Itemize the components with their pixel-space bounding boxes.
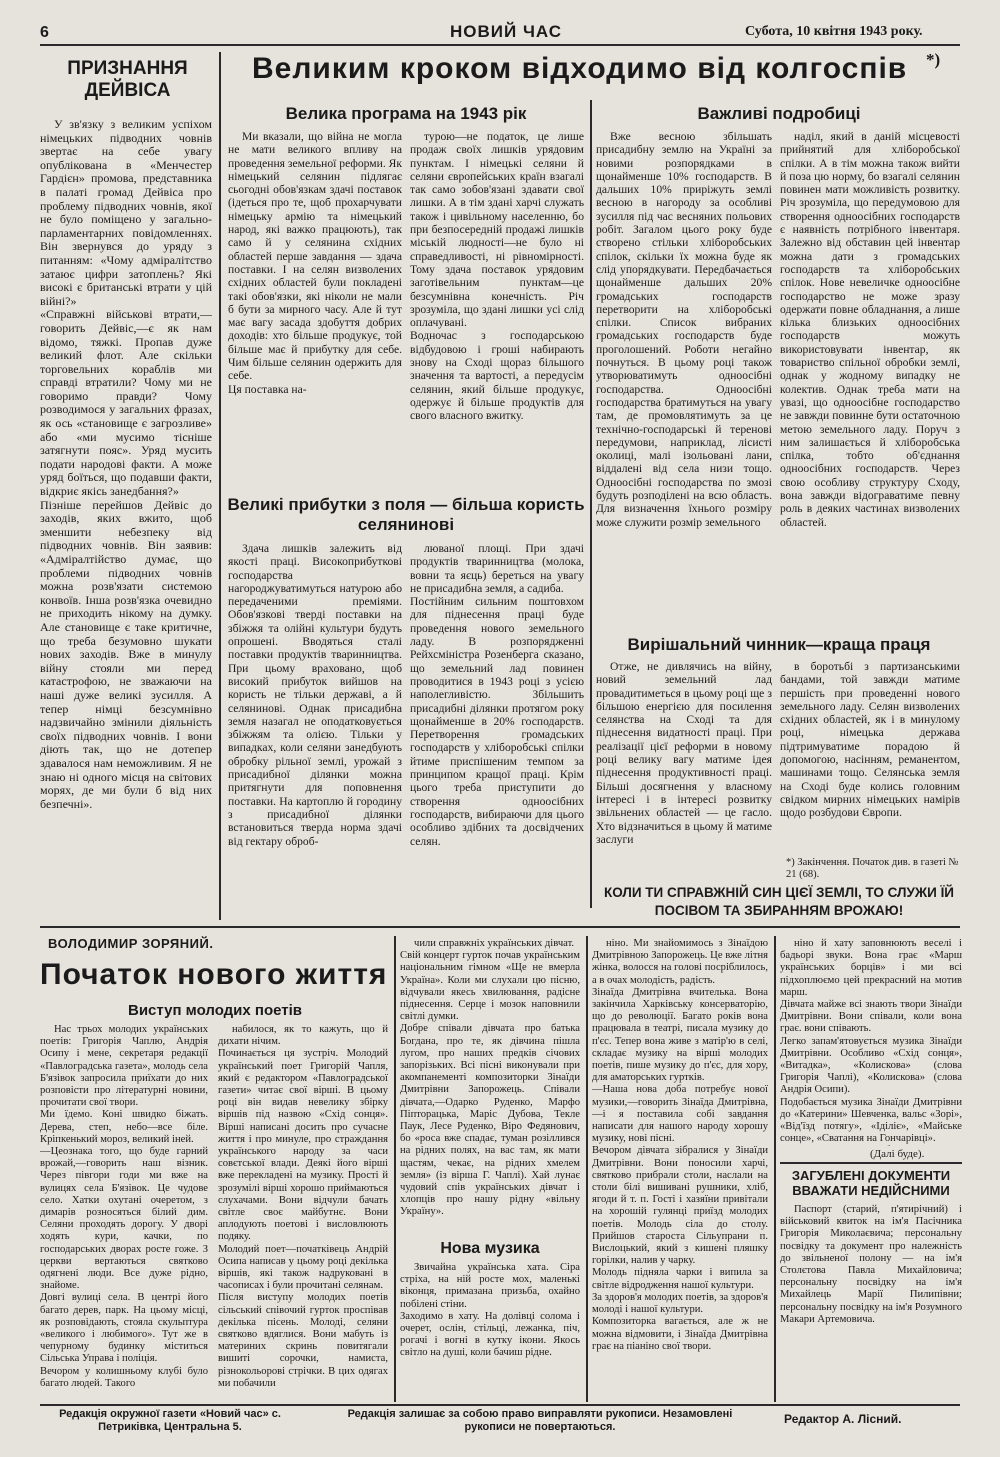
- column-divider: [219, 52, 221, 920]
- column-divider: [394, 936, 396, 1402]
- lower-col1: Нас трьох молодих українських поетів: Григорія Чаплю, Андрія Осипу і мене, секретаря редакції «Павлоградська газета», молодь села Б'язівок запросила приїхати до них розповісти про літературні новини, прочитати свої твори. Ми їдемо. Коні швидко біжать. Дерева, степ, небо—все біле. Кріпкенький мороз, великий іней. —Цеознака того, що буде гарний врожай,—говорить наш візник. Через півгори годи ми вже на вулицях села Б'язівок. Це чудове село. Хатки охутані очеретом, з димарів розносяться білий дим. Селяни проходять дорогу. У дворі ходять кури, качки, по господарських дворах росте гоже. З церкви вертаються святково одягнені люди. Все дуже рідно, знайоме. Довгі вулиці села. В центрі його багато дерев, парк. На цьому місці, як розповідають, стояла скульптура «великого і любимого». Тут же в чепурному будинку міститься Сільська Управа і поліція. Вечором у колишньому клубі було багато людей. Такого: [40, 1024, 208, 1389]
- section-rule: [40, 926, 960, 928]
- paper-name: НОВИЙ ЧАС: [450, 22, 563, 41]
- masthead: [40, 20, 965, 44]
- footnote: *) Закінчення. Початок див. в газеті № 21 (68).: [786, 857, 959, 880]
- page-number: 6: [40, 24, 49, 41]
- masthead-rule: [40, 44, 960, 46]
- section-rule: [780, 1162, 962, 1164]
- column-divider: [586, 936, 588, 1402]
- col-cd-subheading: Вирішальний чинник—краща праця: [627, 635, 931, 654]
- col-d3-text: в боротьбі з партизанськими бандами, той завжди матиме першість при проведенні нового земельного ладу. Селян визволених східних областей, як і в минулому році, німецька держава підтримуватиме порадою й допомогою, насінням, реманентом, машинами тощо. Селянська земля на Сході буде колись головним свідком мирних німецьких намірів щодо розбудови Європи.: [780, 660, 960, 820]
- col-a-heading: Велика програма на 1943 рік: [285, 104, 527, 123]
- lower-col3b: Звичайна українська хата. Сіра стріха, на ній росте мох, маленькі віконця, примазана призьба, охайно побілені стіни. Заходимо в хату. На долівці солома і очерет, ослін, стільці, лежанка, піч, рогачі і вогні в кутку ікони. Якось світло на душі, коли бачиш рідне.: [400, 1262, 580, 1359]
- main-headline-box: [224, 52, 964, 100]
- footer-middle: Редакція залишає за собою право виправляти рукописи. Незамовлені рукописи не повертаються.: [347, 1408, 733, 1433]
- lower-title: Початок нового життя: [40, 958, 388, 991]
- lower-col5: ніно й хату заповнюють веселі і бадьорі звуки. Вона грає «Марш українських борців» і ми всі підхоплюємо цей прекрасний на мотив марш. Дівчата майже всі знають твори Зінаїди Дмитрівни. Вони співали, коли вона грає. вони співають. Легко запам'ятовується музика Зінаїди Дмитрівни. Особливо «Схід сонця», «Витадка», «Колискова» (слова Григорія Чаплі), «Колискова» (слова Андрія Осипи). Подобається музика Зінаїди Дмитрівни до «Катерини» Шевченка, вальс «Зорі», «Від'їзд потягу», «Іділіє», «Майське сонце», «Сватання на Гончарівці».: [780, 938, 962, 1145]
- column-divider: [774, 936, 776, 1402]
- lower-col2: набилося, як то кажуть, що й дихати нічим. Починається ця зустріч. Молодий український поет Григорій Чапля, який є редактором «Павлоградської газети» читає свої вірші. В цьому році він видав невелику збірку віршів під назвою «Схід сонця». Вірші написані досить про сучасне життя і про минуле, про страждання українського народу за часи совєтської влади. Деякі його вірші вже перекладені на музику. Прості й зрозумілі вірші хорошо приймаються слухачами. Вони відчули бачать світле своє майбутнє. Вони аплодують поетові і висловлюють подяку. Молодий поет—початківець Андрій Осипа написав у цьому році декілька віршів, які також надруковані в часописах і були прочитані селянам. Після виступу молодих поетів сільський співочий гурток проспівав декілька пісень. Молоді, селяни святково вдяглися. Вони мабуть із материних скринь повитягали вишиті сорочки, намиста, різнокольорові стрічки. В цих одягах ми побачили: [218, 1024, 388, 1389]
- col-b-text: турою—не податок, це лише продаж своїх лишків урядовим пунктам. І німецькі селяни й селяни європейських країн взагалі так само зобов'язані здавати свої лишки. А в тім здані харчі служать також і цивільному населенню, бо при безпосередній продажі лишків міській людності—не було ні справедливості, ні рівномірності. Тому здача поставок урядовим заготівельним пунктам—це безсумнівна конечність. Річ зрозуміла, що здані лишки усі слід оплачувані. Водночас з господарською відбудовою і гроші набирають знову на Сході щораз більшого значення та вартості, а передусім селянин, який більше продукує, одержує й більше продуктів для свого власного вжитку.: [410, 130, 584, 423]
- main-footnote-mark: *): [926, 50, 941, 69]
- column-divider: [590, 100, 592, 908]
- col-d-text: наділ, який в даній місцевості прийнятий для хліборобської спілки. А в тім можна також вийти й поза цю норму, бо взагалі селянин повинен мати можливість розвитку. Річ зрозуміла, що передумовою для створення одноосібних господарств є наявність потрібного інвентаря. Залежно від обставин цей інвентар можна дати з громадських господарств та хліборобських спілок. Нове невеличке одноосібне господарство не може зразу одержати повне обладнання, а лише кілька близьких одноосібних господарств можуть використовувати інвентар, як товариство спільної обробки землі, однак у жодному випадку не колектив. Однак треба мати на увазі, що одноосібне господарство не завжди повинне бути остаточною метою земельного ладу. Поруч з ним залишається й хліборобська спілка, тобто об'єднання одноосібних господарств. Через свою особливу структуру Сходу, вона завжди відограватиме певну роль в деяких частинах визволених областей.: [780, 130, 960, 529]
- slogan: КОЛИ ТИ СПРАВЖНІЙ СИН ЦІЄЇ ЗЕМЛІ, ТО СЛУЖИ ЇЙ ПОСІВОМ ТА ЗБИРАННЯМ ВРОЖАЮ!: [603, 885, 955, 918]
- lost-docs-text: Паспорт (старий, п'ятирічний) і військовий квиток на ім'я Пасічника Григорія Миколаєвича; персональну посвідку та документ про належність до звільненої полону — на ім'я Столєтова Павла Михайловича; персональну посвідку на ім'я Михайлець Марії Пилипівни; персональну посвідку на ім'я Розумного Макари Артемовича.: [780, 1204, 962, 1325]
- lower-author: ВОЛОДИМИР ЗОРЯНИЙ.: [48, 936, 214, 951]
- lost-docs-title: ЗАГУБЛЕНІ ДОКУМЕНТИ ВВАЖАТИ НЕДІЙСНИМИ: [791, 1168, 951, 1198]
- col-c-text: Вже весною збільшать присадибну землю на Україні за новими розпорядками в щонайменше 10% господарств. В дальших 10% приріжуть землі весною в нагороду за особливі зусилля під час весняних польових робіт. Загалом цього року буде створено стільки хліборобських спілок, скільки їх можна буде як слід упорядкувати. Передбачається щонайменше дальших 20% громадських господарств перетворити на хліборобські спілки. Список вибраних громадських господарств буде проголошений. Роботи негайно почнуться. В цьому році також утворюватимуть одноосібні господарства. Одноосібні господарства братимуться на увагу там, де промовлятимуть за це технічно-господарські й теренові передумови, наприклад, лісисті околиці, малі ізольовані лани, віддалені від села низи тощо. Одноосібні господарства по змозі будуть розподілені на всю область. Для визначення їхнього розміру може служити розмір земельного: [596, 130, 772, 529]
- col-c3-text: Отже, не дивлячись на війну, новий земельний лад провадитиметься в цьому році ще з більшою енергією для посилення селянства на Сході та для піднесення видатності праці. При реалізації цієї реформи в новому році велику вагу матиме ідея піднесення продуктивності праці. Більші досягнення у власному інтересі і в інтересі розвитку звільнених областей — це гасло. Хто відзначиться в цьому й матиме заслуги: [596, 660, 772, 846]
- footer-rule: [40, 1404, 960, 1406]
- col-cd-heading: Важливі подробиці: [697, 104, 861, 123]
- left-article-title: ПРИЗНАННЯ ДЕЙВІСА: [67, 58, 188, 101]
- issue-date: Субота, 10 квітня 1943 року.: [745, 24, 923, 39]
- col-b2-text: люваної площі. При здачі продуктів тваринництва (молока, вовни та яєць) береться на увагу не присадибна земля, а садиба. Постійним сильним поштовхом для піднесення праці буде проведення нового земельного ладу. В розпорядженні Рейхсміністра Розенберга сказано, що земельний лад повинен проводитися в 1943 році з усією наполегливістю. Збільшить присадибні ділянки протягом року щонайменше в 20% господарств. Перетворення громадських господарств у хліборобські спілки йтиме приспішеним темпом за принципом кращої праці. Крім цього треба приступити до створення одноосібних господарств, вибираючи для цього особливо здібних та досвідчених селян.: [410, 542, 584, 848]
- lower-col3: чили справжніх українських дівчат. Свій концерт гурток почав українським національним гімном «Ще не вмерла Україна». Коли ми слухали цю пісню, відчували якесь хвилювання, радісне піднесення. Серце і мозок наповнили світлі думки. Добре співали дівчата про батька Богдана, про те, як дівчина пішла лугом, про наших предків січових запорізьких. Всі пісні виконували при акомпанементі композиторки Зінаїди Дмитрівни Запорожець. Співали дівчата,—Одарко Руденко, Марфо Піпторацька, Маріс Дубова, Текле Паук, Лесе Руденко, Віро Федянович, бо «роса вже спадає, туман розіллився на рідних полях, на вас там, як мати щастям, чекає, на рідних хмелем земля» (із вірша Г. Чаплі). Хай лунає чудовий спів українських дівчат і хлопців про нашу рідну «вільну Україну».: [400, 938, 580, 1218]
- col-a-text: Ми вказали, що війна не могла не мати великого впливу на проведення земельної реформи. Як німецький селянин підлягає сьогодні обов'язкам здачі поставок (ідеться про те, щоб прохарчувати німецьку армію та німецький народ, які важко працюють), так само й у селянина східних областей перше завдання — здача поставки. І на селян визволених східних областей були покладені такі обов'язки, які ніколи не мали б бути за мирного часу. Але й тут має вагу засада здобуття добрих доходів: хто більше продукує, той більше має й прибутку для себе. Чим більше селянин одержить для себе. Ця поставка на-: [228, 130, 402, 396]
- to-be-continued: (Далі буде).: [870, 1148, 925, 1160]
- main-headline: Великим кроком відходимо від колгоспів: [252, 52, 908, 85]
- left-article-text: У зв'язку з великим успіхом німецьких підводних човнів звертає на себе увагу опублікована в «Менчестер Гардієн» промова, представника в палаті громад Дейвіса про проблему підводних човнів, якої не було поміщено у загально-парламентарних повідомленнях. Він звернувся до уряду з питанням: «Чому адміралітство затаює цифри затоплень? Які високі є британські втрати у цій війні?» «Справжні військові втрати,—говорить Дейвіс,—є як нам відомо, тяжкі. Пропав дуже великий флот. Але скільки торговельних кораблів ми справді втратили? Чому ми не говоримо правди? Чому розводимося у загальних фразах, як ось «становище є загрозливе» або «ми мусимо тісніше затягнути пояс». Уряд мусить подати народові факти. А може уряд боїться, що подавши факти, відкриє якісь занедбання?» Пізніше перейшов Дейвіс до заходів, яких вжито, щоб зменшити небезпеку від підводних човнів. Він заявив: «Адміралтійство думає, що проблеми підводних човнів можна розв'язати системою конвоїв. Інша розв'язка очевидно не приходить нікому на думку. Але становище є таке критичне, що треба безумовно шукати нових заходів. Вже в минулу війну стояли ми перед катастрофою, не зважаючи на наші дуже великі зусилля. А тепер німці безсумнівно надзвичайно змінили діяльність своїх підводних човнів. І вони діють так, що не дотепер здавалося нам неможливим. Я не знаю ні одного місця на світових морях, де ми були б від них безпечні».: [40, 118, 212, 811]
- nova-muzyka-heading: Нова музика: [440, 1240, 540, 1257]
- lower-subtitle: Виступ молодих поетів: [127, 1002, 303, 1019]
- footer-left: Редакція окружної газети «Новий час» с. Петриківка, Центральна 5.: [59, 1408, 281, 1433]
- footer-editor: Редактор А. Лісний.: [784, 1412, 902, 1426]
- col-a2-text: Здача лишків залежить від якості праці. Високоприбуткові господарства нагороджуватимуться натурою або передаченими преміями. Обов'язкові тверді поставки на збіжжя та олійні культури будуть опрошені. Вводяться сталі поставки продуктів тваринництва. При цьому враховано, щоб високий прибуток вийшов на користь не тільки державі, а й селянинові. Однак присадибна земля назагал не оподатковується збіжжям та олією. Тільки у випадках, коли селяни занедбують обробку рільної землі, урожай з присадибної ділянки можна притягнути для поповнення поставки. На картоплю й городину з присадибної ділянки встановиться тверда норма здачі від гектару оброб-: [228, 542, 402, 848]
- lower-col4: ніно. Ми знайомимось з Зінаїдою Дмитрівною Запорожець. Це вже літня жінка, волосся на голові посріблилось, а в очах молодість, радість. Зінаїда Дмитрівна вчителька. Вона закінчила Харківську консерваторію, що до революції. Багато років вона працювала в театрі, писала музику до п'єс. Тепер вона живе з матір'ю в селі, складає музику на вірші молодих поетів, пише музику до п'єс, для хору, для аматорських гуртків. —Наша нова доба потребує нової музики,—говорить Зінаїда Дмитрівна,—і я поставила собі завдання написати для нашого народу хорошу музику, нові пісні. Вечором дівчата зібралися у Зінаїди Дмитрівни. Вони поносили харчі, святково прибрали столи, наслали на столи білі вишивані рушники, хліб, ягоди й т. п. Гості і хазяїни привітали на хорошій гулянці приїзд молодих поетів. Молодь сіла до столу. Прийшов староста Сільупрани п. Вислоцький, який з кишені пляшку горілки, налив у чарку. Молодь підняла чарки і випила за світле відродження нашої культури. За здоров'я молодих поетів, за здоров'я молоді і нашої культури. Композиторка вагається, але ж не можна відмовити, і Зінаїда Дмитрівна грає на піаніно свої твори.: [592, 938, 768, 1352]
- col-ab-subheading: Великі прибутки з поля — більша користь селянинові: [227, 495, 585, 534]
